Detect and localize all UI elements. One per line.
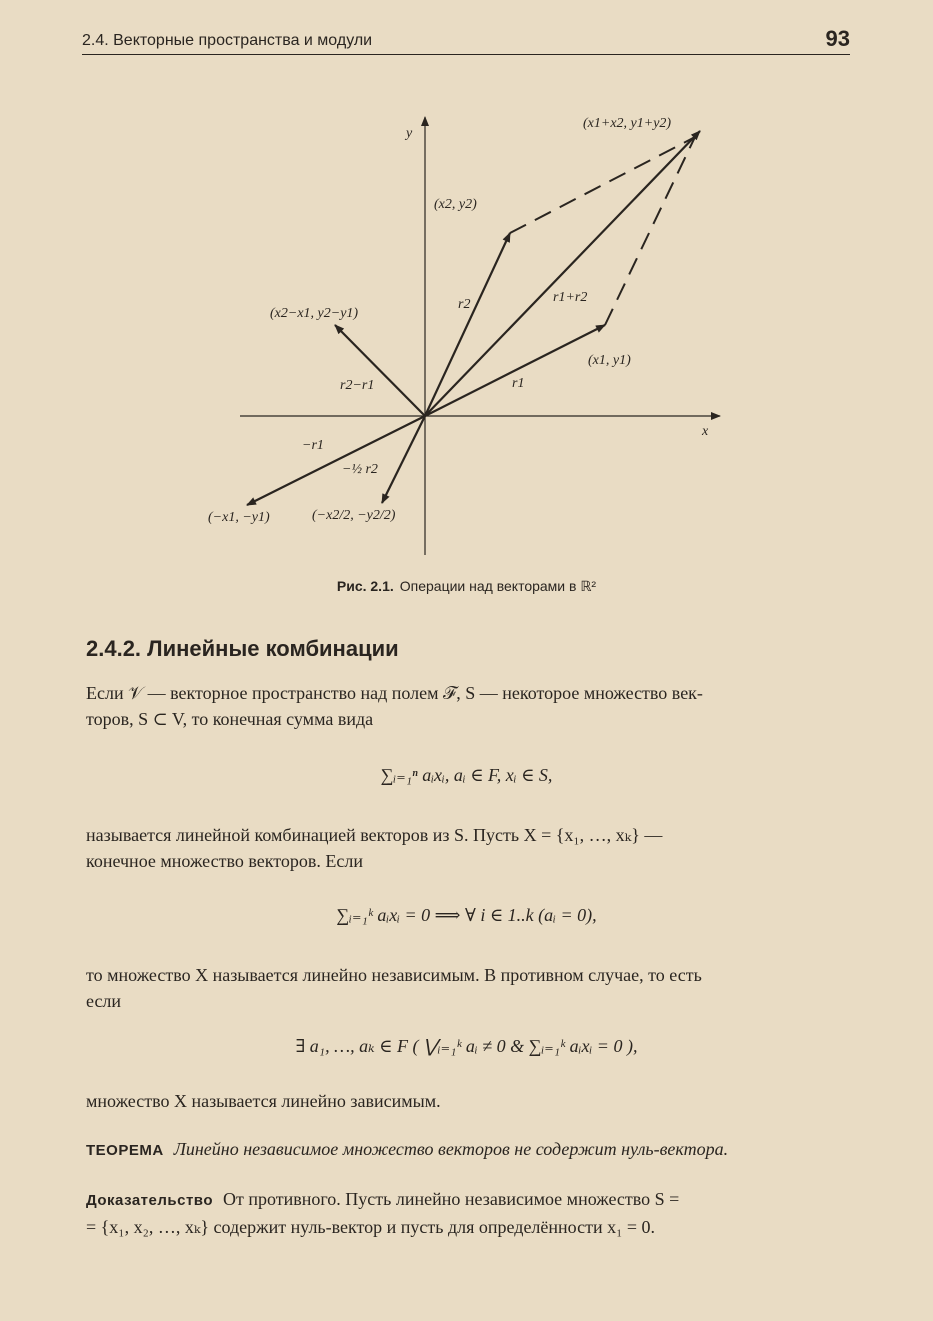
formula-dependence: ∃ a₁, …, aₖ ∈ F ( ⋁ᵢ₌₁ᵏ aᵢ ≠ 0 & ∑ᵢ₌₁ᵏ aᵢxᵢ = 0 ), — [295, 1036, 638, 1056]
section-heading: 2.4.2. Линейные комбинации — [86, 636, 399, 661]
paragraph-3-line-1: то множество X называется линейно независимым. В противном случае, то есть — [86, 965, 702, 985]
vector-r2 — [425, 233, 510, 416]
figure-caption — [0, 578, 933, 595]
paragraph-3-line-2: если — [86, 991, 122, 1011]
x-axis-label: x — [702, 424, 709, 439]
theorem-label: ТЕОРЕМА — [86, 1142, 164, 1159]
vector-r1 — [425, 325, 605, 416]
formula-linear-combination: ∑ᵢ₌₁ⁿ aᵢxᵢ, aᵢ ∈ F, xᵢ ∈ S, — [380, 765, 553, 785]
paragraph-2-line-1: называется линейной комбинацией векторов из S. Пусть X = {x₁, …, xₖ} — — [86, 825, 663, 845]
formula-independence: ∑ᵢ₌₁ᵏ aᵢxᵢ = 0 ⟹ ∀ i ∈ 1..k (aᵢ = 0), — [336, 905, 597, 925]
label-r2: r2 — [458, 297, 471, 312]
label-neg-half-r2: −½ r2 — [342, 462, 378, 477]
vector-neg-half-r2 — [382, 416, 425, 503]
label-p1: (x1, y1) — [588, 353, 631, 368]
proof — [86, 1186, 854, 1240]
proof-label: Доказательство — [86, 1192, 213, 1209]
paragraph-2 — [86, 822, 854, 874]
paragraph-3 — [86, 962, 854, 1014]
paragraph-4: множество X называется линейно зависимым. — [86, 1091, 441, 1111]
vector-neg-r1 — [247, 416, 425, 505]
section-title: 2.4. Векторные пространства и модули — [82, 32, 373, 49]
label-sum-point: (x1+x2, y1+y2) — [583, 116, 672, 131]
dashed-side-r2 — [605, 137, 695, 325]
paragraph-2-line-2: конечное множество векторов. Если — [86, 851, 363, 871]
theorem — [86, 1136, 854, 1164]
vector-r1-plus-r2 — [425, 131, 700, 416]
label-neg-r1: −r1 — [302, 438, 324, 453]
proof-line-2: = {x₁, x₂, …, xₖ} содержит нуль-вектор и пусть для определённости x₁ = 0. — [86, 1217, 656, 1237]
proof-line-1: От противного. Пусть линейно независимое множество S = — [222, 1189, 680, 1209]
paragraph-1-line-2: торов, S ⊂ V, то конечная сумма вида — [86, 709, 374, 729]
label-diff-point: (x2−x1, y2−y1) — [270, 306, 359, 321]
caption-text: Операции над векторами в ℝ² — [399, 578, 597, 594]
label-neg-point: (−x1, −y1) — [208, 510, 270, 525]
label-r1: r1 — [512, 376, 525, 391]
running-header — [82, 26, 850, 55]
paragraph-1 — [86, 680, 854, 732]
y-axis-label: y — [406, 126, 413, 141]
theorem-text: Линейно независимое множество векторов не содержит нуль-вектора. — [173, 1139, 729, 1159]
label-r2-minus-r1: r2−r1 — [340, 378, 375, 393]
vector-diagram-svg — [190, 105, 750, 565]
paragraph-1-line-1: Если 𝒱 — векторное пространство над полем ℱ, S — некоторое множество век- — [86, 683, 703, 703]
label-half-neg-point: (−x2/2, −y2/2) — [312, 508, 396, 523]
dashed-side-r1 — [510, 137, 695, 233]
page-number: 93 — [825, 26, 850, 51]
caption-label: Рис. 2.1. — [336, 578, 394, 594]
vector-r2-minus-r1 — [335, 325, 425, 416]
label-r1-plus-r2: r1+r2 — [553, 290, 588, 305]
label-p2: (x2, y2) — [434, 197, 477, 212]
vector-diagram — [190, 105, 750, 565]
